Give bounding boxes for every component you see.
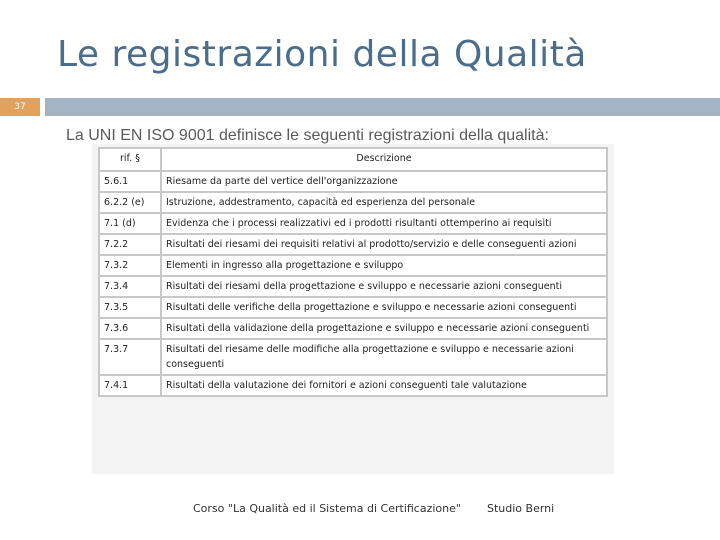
row-ref: 7.3.4	[99, 276, 161, 297]
row-description: Evidenza che i processi realizzativi ed i prodotti risultanti ottemperino ai requisiti	[161, 213, 607, 234]
row-ref: 7.1 (d)	[99, 213, 161, 234]
footer-author: Studio Berni	[487, 502, 555, 515]
table-row	[99, 234, 607, 255]
table-row	[99, 192, 607, 213]
row-ref: 5.6.1	[99, 171, 161, 192]
row-description: Risultati della validazione della progettazione e sviluppo e necessarie azioni conseguenti	[161, 318, 607, 339]
header-description: Descrizione	[161, 148, 607, 171]
row-ref: 6.2.2 (e)	[99, 192, 161, 213]
row-ref: 7.3.2	[99, 255, 161, 276]
row-description: Risultati dei riesami dei requisiti relativi al prodotto/servizio e delle conseguenti azioni	[161, 234, 607, 255]
table-row	[99, 276, 607, 297]
header-rule-bar	[45, 98, 720, 116]
row-description: Istruzione, addestramento, capacità ed esperienza del personale	[161, 192, 607, 213]
slide-subtitle: La UNI EN ISO 9001 definisce le seguenti registrazioni della qualità:	[66, 127, 549, 144]
table-row	[99, 171, 607, 192]
row-description: Risultati dei riesami della progettazione e sviluppo e necessarie azioni conseguenti	[161, 276, 607, 297]
footer-course: Corso "La Qualità ed il Sistema di Certificazione"	[193, 502, 461, 515]
header-ref: rif. §	[99, 148, 161, 171]
row-description: Riesame da parte del vertice dell'organizzazione	[161, 171, 607, 192]
slide-title: Le registrazioni della Qualità	[57, 34, 587, 75]
table-row	[99, 297, 607, 318]
row-description: Risultati delle verifiche della progettazione e sviluppo e necessarie azioni conseguenti	[161, 297, 607, 318]
table-row	[99, 213, 607, 234]
table-row	[99, 339, 607, 375]
row-description: Elementi in ingresso alla progettazione e sviluppo	[161, 255, 607, 276]
row-ref: 7.3.7	[99, 339, 161, 375]
records-table	[98, 147, 608, 397]
row-ref: 7.3.6	[99, 318, 161, 339]
table-row	[99, 318, 607, 339]
row-description: Risultati della valutazione dei fornitori e azioni conseguenti tale valutazione	[161, 375, 607, 396]
table-header-row	[99, 148, 607, 171]
table-row	[99, 255, 607, 276]
table-row	[99, 375, 607, 396]
slide-number: 37	[14, 102, 26, 112]
row-description: Risultati del riesame delle modifiche alla progettazione e sviluppo e necessarie azioni conseguenti	[161, 339, 607, 375]
row-ref: 7.3.5	[99, 297, 161, 318]
records-table-image	[92, 144, 614, 474]
row-ref: 7.4.1	[99, 375, 161, 396]
row-ref: 7.2.2	[99, 234, 161, 255]
